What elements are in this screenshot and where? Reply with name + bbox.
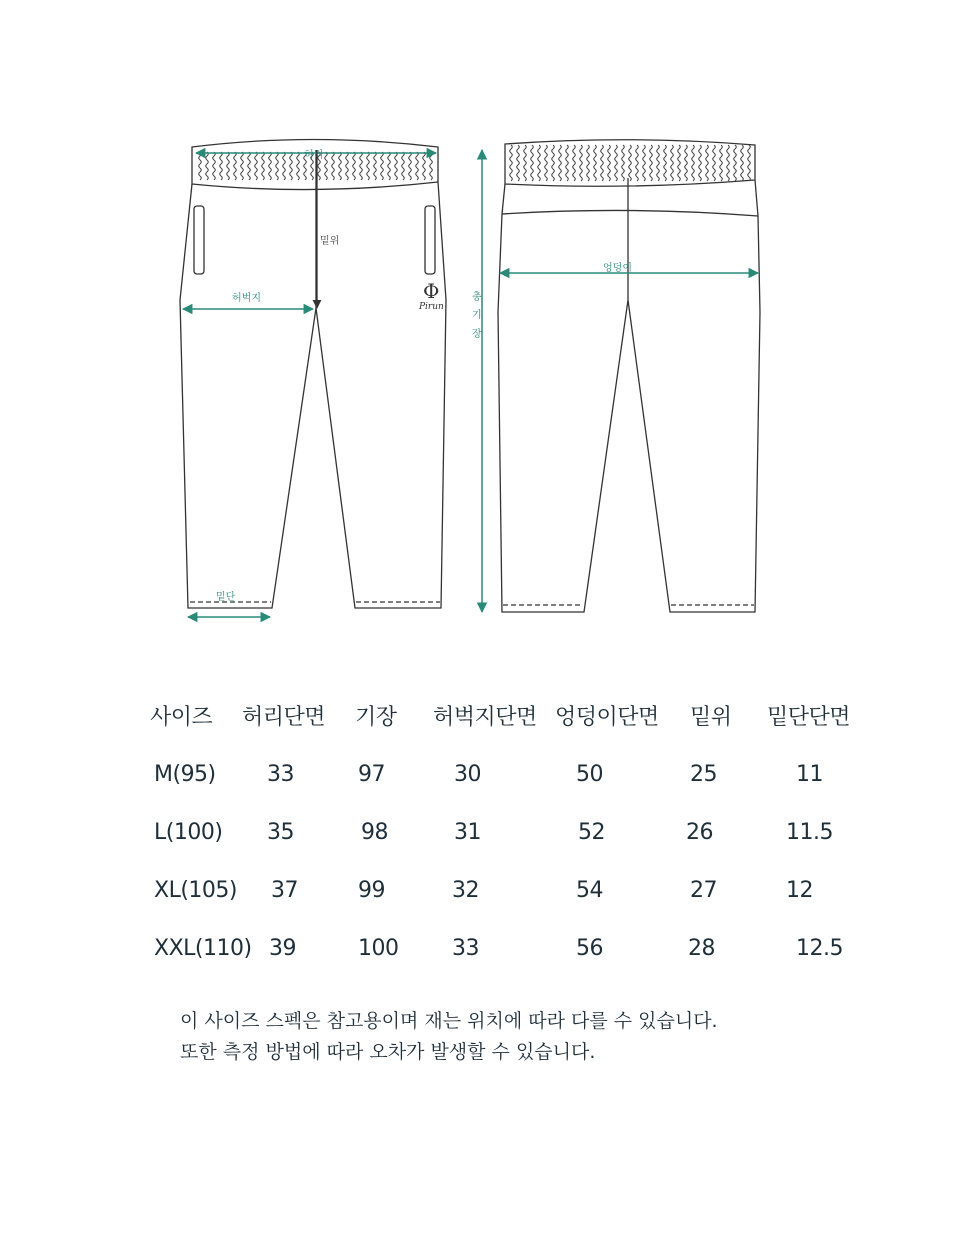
table-header-cell: 엉덩이단면	[555, 705, 659, 730]
table-value-cell: 39	[269, 936, 296, 961]
table-value-cell: 30	[454, 762, 481, 787]
table-header-cell: 사이즈	[150, 705, 213, 730]
table-value-cell: 99	[358, 878, 385, 903]
table-header-cell: 밑위	[690, 705, 732, 730]
hem-label: 밑단	[216, 592, 236, 603]
table-value-cell: 54	[576, 878, 603, 903]
table-size-cell: XXL(110)	[154, 936, 252, 961]
table-value-cell: 28	[688, 936, 715, 961]
note-line-1: 이 사이즈 스펙은 참고용이며 재는 위치에 따라 다를 수 있습니다.	[180, 1010, 718, 1032]
total-length-label-2: 기	[472, 310, 482, 321]
table-value-cell: 12	[786, 878, 813, 903]
table-size-cell: M(95)	[154, 762, 216, 787]
table-header-cell: 허리단면	[242, 705, 326, 730]
table-value-cell: 100	[358, 936, 399, 961]
back-pants	[498, 140, 760, 612]
table-header-cell: 기장	[355, 705, 397, 730]
total-length-label-3: 장	[472, 329, 482, 340]
table-value-cell: 97	[358, 762, 385, 787]
table-header-cell: 허벅지단면	[433, 705, 537, 730]
table-size-cell: L(100)	[154, 820, 223, 845]
table-value-cell: 11.5	[786, 820, 833, 845]
table-value-cell: 37	[271, 878, 298, 903]
brand-logo	[418, 279, 444, 312]
hip-label: 엉덩이	[603, 263, 632, 274]
notes	[180, 1006, 718, 1068]
table-value-cell: 35	[267, 820, 294, 845]
rise-label: 밑위	[320, 236, 340, 247]
logo-symbol: Φ	[423, 279, 440, 303]
table-value-cell: 98	[361, 820, 388, 845]
table-value-cell: 25	[690, 762, 717, 787]
table-value-cell: 31	[454, 820, 481, 845]
front-waistband	[192, 140, 438, 190]
table-value-cell: 26	[686, 820, 713, 845]
measurement-lines	[183, 148, 758, 617]
thigh-label: 허벅지	[232, 293, 261, 304]
left-pocket	[194, 206, 204, 274]
right-pocket	[425, 206, 435, 274]
logo-text: Pirun	[419, 302, 444, 312]
table-size-cell: XL(105)	[154, 878, 237, 903]
note-line-2: 또한 측정 방법에 따라 오차가 발생할 수 있습니다.	[180, 1041, 596, 1063]
table-value-cell: 50	[576, 762, 603, 787]
table-value-cell: 52	[578, 820, 605, 845]
front-body-outline	[180, 182, 446, 608]
back-waistband	[505, 140, 755, 187]
table-value-cell: 33	[452, 936, 479, 961]
front-pants	[180, 140, 446, 609]
table-value-cell: 11	[796, 762, 823, 787]
table-header-cell: 밑단단면	[767, 705, 851, 730]
table-value-cell: 12.5	[796, 936, 843, 961]
table-value-cell: 56	[576, 936, 603, 961]
waist-label: 허리	[304, 150, 324, 161]
table-value-cell: 33	[267, 762, 294, 787]
total-length-label-1: 총	[472, 292, 482, 303]
table-value-cell: 27	[690, 878, 717, 903]
table-value-cell: 32	[452, 878, 479, 903]
